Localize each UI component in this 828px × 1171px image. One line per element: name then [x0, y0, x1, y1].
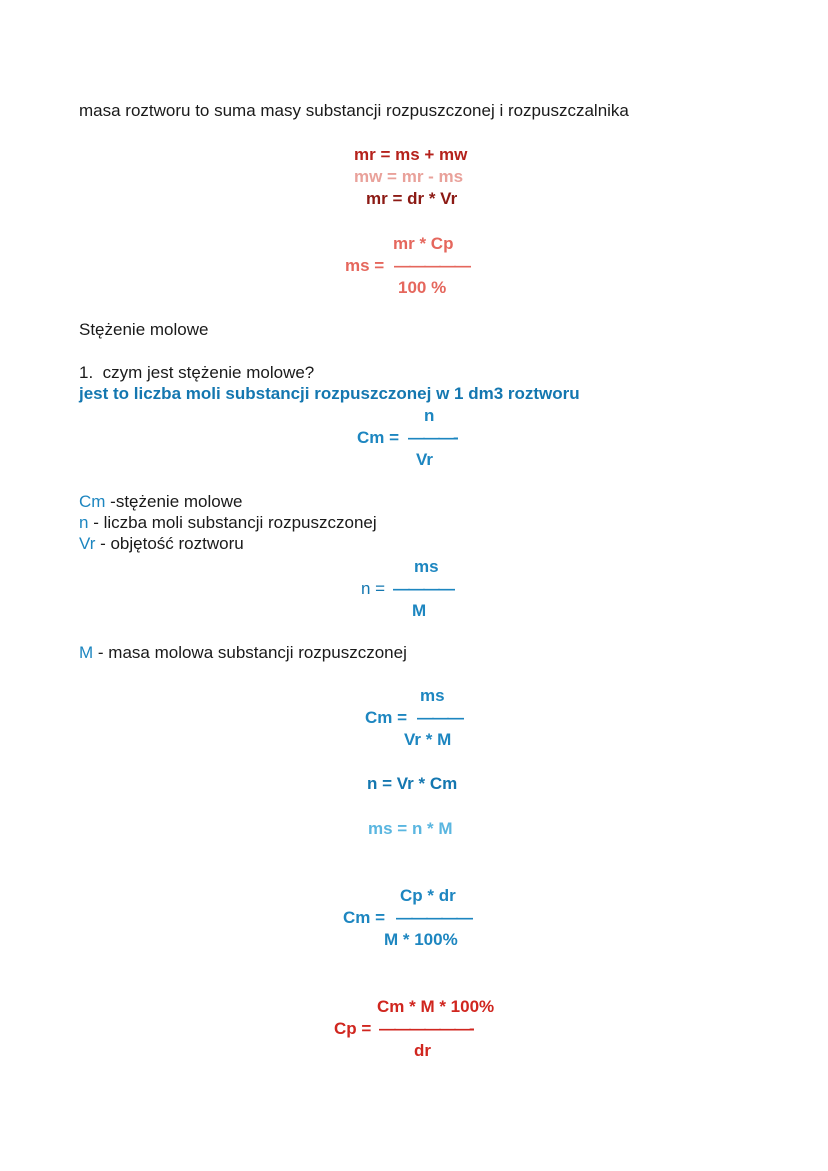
legend-item-n	[79, 513, 377, 533]
fraction-numerator: ms	[420, 686, 445, 705]
legend-item-cm	[79, 492, 242, 512]
legend-key: M	[79, 643, 94, 662]
legend-item-m	[79, 643, 407, 663]
fraction-lhs: Cp =	[334, 1019, 377, 1038]
fraction-lhs: ms =	[345, 256, 389, 275]
fraction-numerator: mr * Cp	[393, 234, 454, 253]
fraction-numerator: Cp * dr	[400, 886, 456, 905]
formula-n: n = Vr * Cm	[367, 774, 458, 793]
intro-text: masa roztworu to suma masy substancji rozpuszczonej i rozpuszczalnika	[79, 101, 629, 120]
fraction-denominator: dr	[414, 1041, 431, 1060]
fraction-denominator: 100 %	[398, 278, 447, 297]
fraction-lhs: Cm =	[365, 708, 412, 727]
fraction-denominator: Vr * M	[404, 730, 452, 749]
question: 1. czym jest stężenie molowe?	[79, 363, 315, 382]
fraction-bar: ———-	[408, 428, 457, 447]
fraction-numerator: n	[424, 406, 435, 425]
legend-key: n	[79, 513, 89, 532]
fraction-bar: ——————-	[379, 1019, 473, 1038]
legend-key: Cm	[79, 492, 106, 511]
legend-text: -stężenie molowe	[105, 492, 243, 511]
fraction-lhs: n =	[361, 579, 390, 598]
fraction-lhs: Cm =	[357, 428, 404, 447]
fraction-denominator: M	[412, 601, 427, 620]
legend-text: - liczba moli substancji rozpuszczonej	[88, 513, 377, 532]
legend-text: - objętość roztworu	[95, 534, 244, 553]
formula-mr-dr: mr = dr * Vr	[366, 189, 458, 208]
fraction-denominator: Vr	[416, 450, 434, 469]
formula-mr: mr = ms + mw	[354, 145, 468, 164]
fraction-bar: —————	[394, 256, 469, 275]
legend-text: - masa molowa substancji rozpuszczonej	[93, 643, 407, 662]
section-title: Stężenie molowe	[79, 320, 209, 339]
formula-ms: ms = n * M	[368, 819, 453, 838]
fraction-numerator: ms	[414, 557, 439, 576]
fraction-lhs: Cm =	[343, 908, 390, 927]
fraction-bar: ———	[417, 708, 462, 727]
fraction-bar: ————	[393, 579, 453, 598]
legend-key: Vr	[79, 534, 96, 553]
legend-item-vr	[79, 534, 244, 554]
formula-mw: mw = mr - ms	[354, 167, 464, 186]
fraction-denominator: M * 100%	[384, 930, 458, 949]
fraction-bar: —————	[396, 908, 471, 927]
answer: jest to liczba moli substancji rozpuszczonej w 1 dm3 roztworu	[79, 384, 580, 403]
fraction-numerator: Cm * M * 100%	[377, 997, 495, 1016]
